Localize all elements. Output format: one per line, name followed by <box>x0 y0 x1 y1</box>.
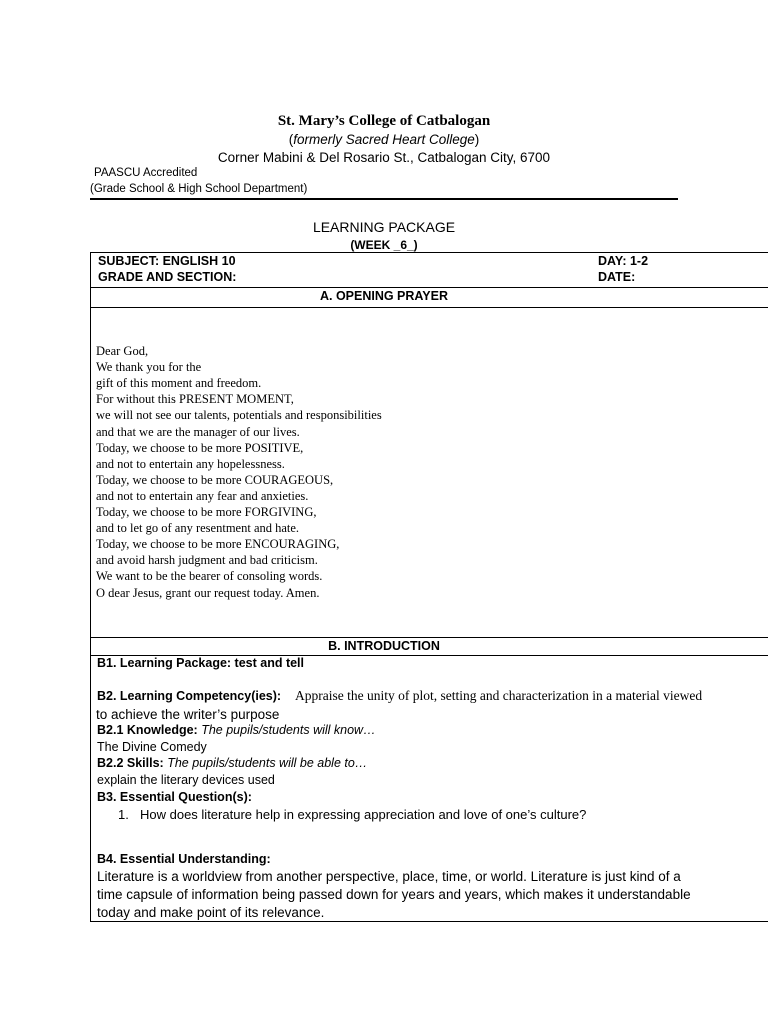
opening-prayer-title: A. OPENING PRAYER <box>319 289 449 303</box>
introduction-title: B. INTRODUCTION <box>328 639 440 653</box>
accreditation: PAASCU Accredited <box>94 167 198 179</box>
formerly-line: (formerly Sacred Heart College) <box>288 132 480 147</box>
school-address: Corner Mabini & Del Rosario St., Catbalogan City, 6700 <box>217 150 551 165</box>
b3-question-number: 1. <box>118 807 129 822</box>
prayer-line: Today, we choose to be more COURAGEOUS, <box>96 472 334 487</box>
date-label: DATE: <box>598 270 636 284</box>
grade-section-label: GRADE AND SECTION: <box>98 270 237 284</box>
prayer-line: Dear God, <box>96 344 149 358</box>
b1-learning-package: B1. Learning Package: test and tell <box>97 656 305 670</box>
header-divider <box>90 198 678 200</box>
b21-answer: The Divine Comedy <box>97 740 207 754</box>
prayer-line: For without this PRESENT MOMENT, <box>96 392 294 407</box>
prayer-line: We want to be the bearer of consoling words. <box>96 569 323 584</box>
b4-line-1: Literature is a worldview from another perspective, place, time, or world. Literature is just kind of a <box>97 869 681 884</box>
prayer-line: and not to entertain any fear and anxieties. <box>96 488 309 503</box>
b3-question-1: How does literature help in expressing appreciation and love of one’s culture? <box>140 807 587 822</box>
prayer-line: and that we are the manager of our lives. <box>96 424 300 439</box>
subject-label: SUBJECT: ENGLISH 10 <box>98 254 236 268</box>
department: (Grade School & High School Department) <box>90 183 308 195</box>
prayer-line: and avoid harsh judgment and bad criticism. <box>96 553 318 568</box>
prayer-line: O dear Jesus, grant our request today. Amen. <box>96 585 320 600</box>
prayer-line: Today, we choose to be more FORGIVING, <box>96 505 317 519</box>
school-name: St. Mary’s College of Catbalogan <box>277 113 491 129</box>
b4-line-2: time capsule of information being passed down for years and years, which makes it understandable <box>97 887 691 902</box>
prayer-line: Today, we choose to be more ENCOURAGING, <box>96 537 340 552</box>
prayer-line: and not to entertain any hopelessness. <box>96 456 285 471</box>
prayer-line: and to let go of any resentment and hate. <box>96 521 300 536</box>
b2-competency-cont: to achieve the writer’s purpose <box>96 707 280 722</box>
b22-answer: explain the literary devices used <box>97 773 275 787</box>
package-title: LEARNING PACKAGE <box>312 219 456 235</box>
prayer-line: we will not see our talents, potentials and responsibilities <box>96 408 382 423</box>
b21-knowledge: B2.1 Knowledge: The pupils/students will know… <box>97 723 376 737</box>
b22-skills: B2.2 Skills: The pupils/students will be able to… <box>97 756 368 770</box>
week-label: (WEEK _6_) <box>350 238 418 252</box>
b2-competency: B2. Learning Competency(ies): Appraise the unity of plot, setting and characterization in a material viewed <box>97 688 703 703</box>
prayer-line: gift of this moment and freedom. <box>96 376 262 391</box>
prayer-line: We thank you for the <box>96 360 202 375</box>
b3-essential-question: B3. Essential Question(s): <box>97 790 252 804</box>
b4-essential-understanding: B4. Essential Understanding: <box>97 852 271 866</box>
b4-line-3: today and make point of its relevance. <box>97 905 325 920</box>
day-label: DAY: 1-2 <box>598 254 649 268</box>
prayer-line: Today, we choose to be more POSITIVE, <box>96 440 304 455</box>
